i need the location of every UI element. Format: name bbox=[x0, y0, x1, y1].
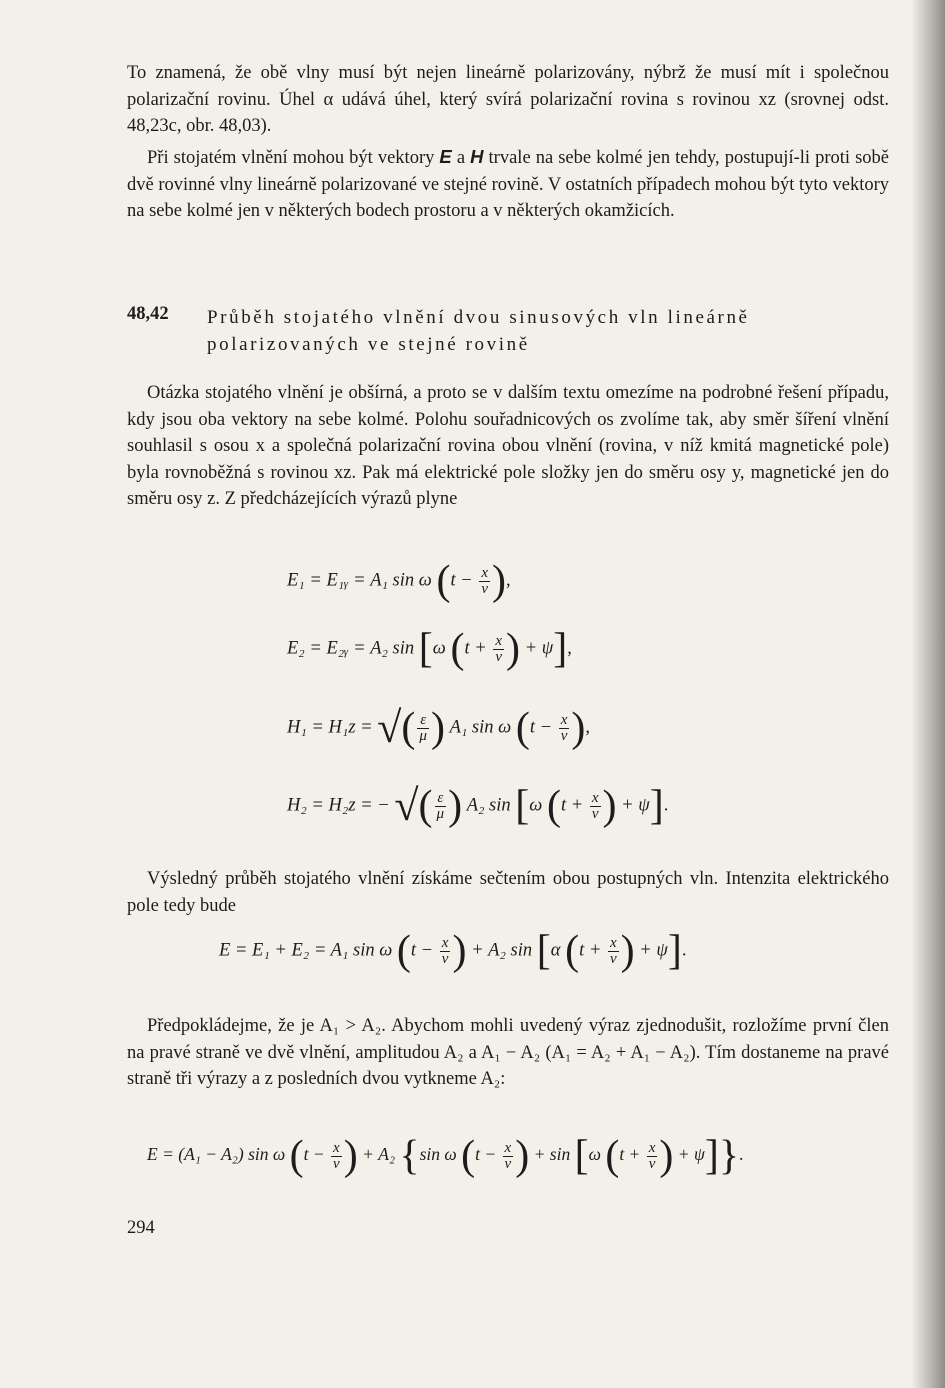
equation-h1-t: t − bbox=[529, 717, 553, 738]
equation-final-omega: ω bbox=[588, 1144, 601, 1165]
paren-open: ( bbox=[546, 783, 561, 829]
fraction-num: x bbox=[441, 934, 449, 951]
fraction-x-over-v bbox=[590, 791, 601, 822]
equation-h2-lhs: H₂ = H₂z = − bbox=[287, 795, 390, 816]
fraction-num: x bbox=[481, 564, 489, 581]
equation-e-alpha: α bbox=[550, 940, 561, 961]
equation-e-psi: + ψ bbox=[639, 940, 668, 961]
fraction-x-over-v bbox=[440, 936, 451, 967]
paren-close: ) bbox=[430, 705, 445, 751]
equation-e-lhs: E = E₁ + E₂ = A₁ sin ω bbox=[219, 940, 393, 961]
vector-h: H bbox=[470, 146, 484, 167]
paragraph-5: Předpokládejme, že je A₁ > A₂. Abychom mohli uvedený výraz zjednodušit, rozložíme první člen na pravé straně ve dvě vlnění, amplitudou A₂ a A₁ − A₂ (A₁ = A₂ + A₁ − A₂). Tím dostaneme na pravé straně tři výrazy a z posledních dvou vytkneme A₂: bbox=[127, 1016, 889, 1090]
section-title: Průběh stojatého vlnění dvou sinusových vln lineárně polarizovaných ve stejné rovině bbox=[207, 307, 750, 355]
equation-e-mid: + A₂ sin bbox=[471, 940, 533, 961]
equation-e2-t: t + bbox=[464, 638, 487, 659]
fraction-den: μ bbox=[419, 727, 427, 744]
bracket-open: [ bbox=[574, 1133, 589, 1179]
fraction-x-over-v bbox=[479, 566, 490, 597]
brace-open: { bbox=[399, 1133, 420, 1179]
fraction-eps-over-mu bbox=[435, 791, 447, 822]
sqrt-sign: √ bbox=[394, 781, 419, 830]
fraction-num: x bbox=[333, 1139, 340, 1156]
sqrt-sign: √ bbox=[377, 703, 402, 752]
fraction-den: v bbox=[591, 805, 599, 822]
equation-e1-t: t − bbox=[450, 570, 473, 591]
equation-h2-omega: ω bbox=[529, 795, 543, 816]
paren-close: ) bbox=[515, 1133, 530, 1179]
bracket-close: ] bbox=[553, 626, 568, 672]
equation-h2-end: . bbox=[663, 795, 669, 816]
equation-h1-end: , bbox=[585, 717, 591, 738]
paren-open: ( bbox=[396, 928, 411, 974]
equation-final-end: . bbox=[739, 1144, 744, 1165]
equation-h2 bbox=[287, 781, 669, 830]
fraction-x-over-v bbox=[493, 634, 504, 665]
paren-open: ( bbox=[401, 705, 416, 751]
paren-close: ) bbox=[506, 626, 521, 672]
paragraph-4: Výsledný průběh stojatého vlnění získáme sečtením obou postupných vln. Intenzita elektrického pole tedy bude bbox=[127, 869, 889, 916]
equation-final-lhs: E = (A₁ − A₂) sin ω bbox=[147, 1144, 286, 1165]
paren-open: ( bbox=[436, 558, 451, 604]
bracket-open: [ bbox=[536, 928, 551, 974]
paren-close: ) bbox=[602, 783, 617, 829]
equation-final-t1: t − bbox=[303, 1144, 325, 1165]
equation-e1 bbox=[287, 560, 511, 602]
fraction-den: v bbox=[648, 1155, 656, 1172]
fraction-x-over-v bbox=[503, 1141, 514, 1172]
paragraph-2-text-c: trvale na sebe kolmé jen tehdy, postupují-li proti sobě dvě rovinné vlny lineárně polarizované ve stejné rovině. V ostatních případech mohou být tyto vektory na sebe kolmé jen v některých bodech prostoru a v některých okamžicích. bbox=[127, 148, 889, 222]
bracket-close: ] bbox=[667, 928, 682, 974]
equation-final bbox=[147, 1135, 743, 1177]
equation-e-end: . bbox=[681, 940, 687, 961]
equation-h1-mid: A₁ sin ω bbox=[449, 717, 512, 738]
fraction-num: x bbox=[495, 632, 503, 649]
paren-close: ) bbox=[452, 928, 467, 974]
paren-open: ( bbox=[565, 928, 580, 974]
fraction-den: v bbox=[441, 950, 449, 967]
fraction-den: v bbox=[495, 648, 503, 665]
equation-e-sum bbox=[219, 930, 687, 972]
equation-e-t2: t + bbox=[579, 940, 602, 961]
fraction-den: v bbox=[504, 1155, 512, 1172]
equation-final-mid: + A₂ bbox=[362, 1144, 396, 1165]
paren-close: ) bbox=[343, 1133, 358, 1179]
vector-e: E bbox=[439, 146, 452, 167]
equation-final-sin: sin ω bbox=[419, 1144, 457, 1165]
equation-final-t2: t − bbox=[475, 1144, 497, 1165]
binding-shadow bbox=[911, 0, 945, 1388]
paren-close: ) bbox=[659, 1133, 674, 1179]
paren-close: ) bbox=[571, 705, 586, 751]
fraction-den: v bbox=[560, 727, 568, 744]
paren-close: ) bbox=[492, 558, 507, 604]
section-number: 48,42 bbox=[127, 304, 169, 324]
equation-e-t1: t − bbox=[410, 940, 434, 961]
fraction-den: v bbox=[333, 1155, 340, 1172]
equation-e2-lhs: E₂ = E₂ᵧ = A₂ sin bbox=[287, 638, 415, 659]
fraction-num: ε bbox=[420, 711, 427, 728]
fraction-den: μ bbox=[436, 805, 445, 822]
paren-open: ( bbox=[515, 705, 530, 751]
paragraph-2-text-a: Při stojatém vlnění mohou být vektory bbox=[147, 148, 440, 168]
equation-e2 bbox=[287, 628, 572, 670]
equation-final-t3: t + bbox=[619, 1144, 641, 1165]
equation-e1-end: , bbox=[506, 570, 511, 591]
brace-close: } bbox=[718, 1133, 740, 1179]
equation-final-plus: + sin bbox=[533, 1144, 571, 1165]
fraction-x-over-v bbox=[647, 1141, 658, 1172]
equation-h2-t: t + bbox=[560, 795, 584, 816]
paren-open: ( bbox=[289, 1133, 304, 1179]
bracket-close: ] bbox=[704, 1133, 719, 1179]
fraction-num: ε bbox=[437, 789, 444, 806]
bracket-open: [ bbox=[515, 783, 530, 829]
fraction-num: x bbox=[504, 1139, 512, 1156]
equation-e2-omega: ω bbox=[432, 638, 446, 659]
paragraph-2-text-b: a bbox=[451, 148, 471, 168]
equation-e1-lhs: E₁ = E₁ᵧ = A₁ sin ω bbox=[287, 570, 432, 591]
equation-h1 bbox=[287, 703, 591, 752]
paren-open: ( bbox=[418, 783, 433, 829]
equation-e2-psi: + ψ bbox=[524, 638, 554, 659]
equation-h1-lhs: H₁ = H₁z = bbox=[287, 717, 373, 738]
paren-open: ( bbox=[605, 1133, 620, 1179]
equation-final-psi: + ψ bbox=[677, 1144, 705, 1165]
fraction-num: x bbox=[609, 934, 617, 951]
paren-open: ( bbox=[461, 1133, 476, 1179]
fraction-x-over-v bbox=[331, 1141, 342, 1172]
bracket-close: ] bbox=[649, 783, 664, 829]
fraction-num: x bbox=[648, 1139, 656, 1156]
fraction-den: v bbox=[481, 580, 489, 597]
paren-open: ( bbox=[450, 626, 465, 672]
paragraph-3: Otázka stojatého vlnění je obšírná, a proto se v dalším textu omezíme na podrobné řešení případu, kdy jsou oba vektory na sebe kolmé. Polohu souřadnicových os zvolíme tak, aby směr šíření vlnění souhlasil s osou x a společná polarizační rovina obou vlnění (rovina, v níž kmitá magnetické pole) byla rovnoběžná s rovinou xz. Pak má elektrické pole složky jen do směru osy y, magnetické jen do směru osy z. Z předcházejících výrazů plyne bbox=[127, 383, 889, 510]
equation-h2-mid: A₂ sin bbox=[466, 795, 511, 816]
fraction-num: x bbox=[560, 711, 568, 728]
fraction-eps-over-mu bbox=[417, 713, 429, 744]
paren-close: ) bbox=[448, 783, 463, 829]
bracket-open: [ bbox=[418, 626, 433, 672]
equation-h2-psi: + ψ bbox=[621, 795, 650, 816]
equation-e2-end: , bbox=[567, 638, 572, 659]
fraction-x-over-v bbox=[559, 713, 570, 744]
page-number: 294 bbox=[127, 1218, 155, 1238]
fraction-den: v bbox=[609, 950, 617, 967]
fraction-x-over-v bbox=[608, 936, 619, 967]
paragraph-1: To znamená, že obě vlny musí být nejen lineárně polarizovány, nýbrž že musí mít i společnou polarizační rovinu. Úhel α udává úhel, který svírá polarizační rovina s rovinou xz (srovnej odst. 48,23c, obr. 48,03). bbox=[127, 63, 889, 137]
fraction-num: x bbox=[591, 789, 599, 806]
paren-close: ) bbox=[620, 928, 635, 974]
paragraph-2 bbox=[127, 144, 889, 225]
